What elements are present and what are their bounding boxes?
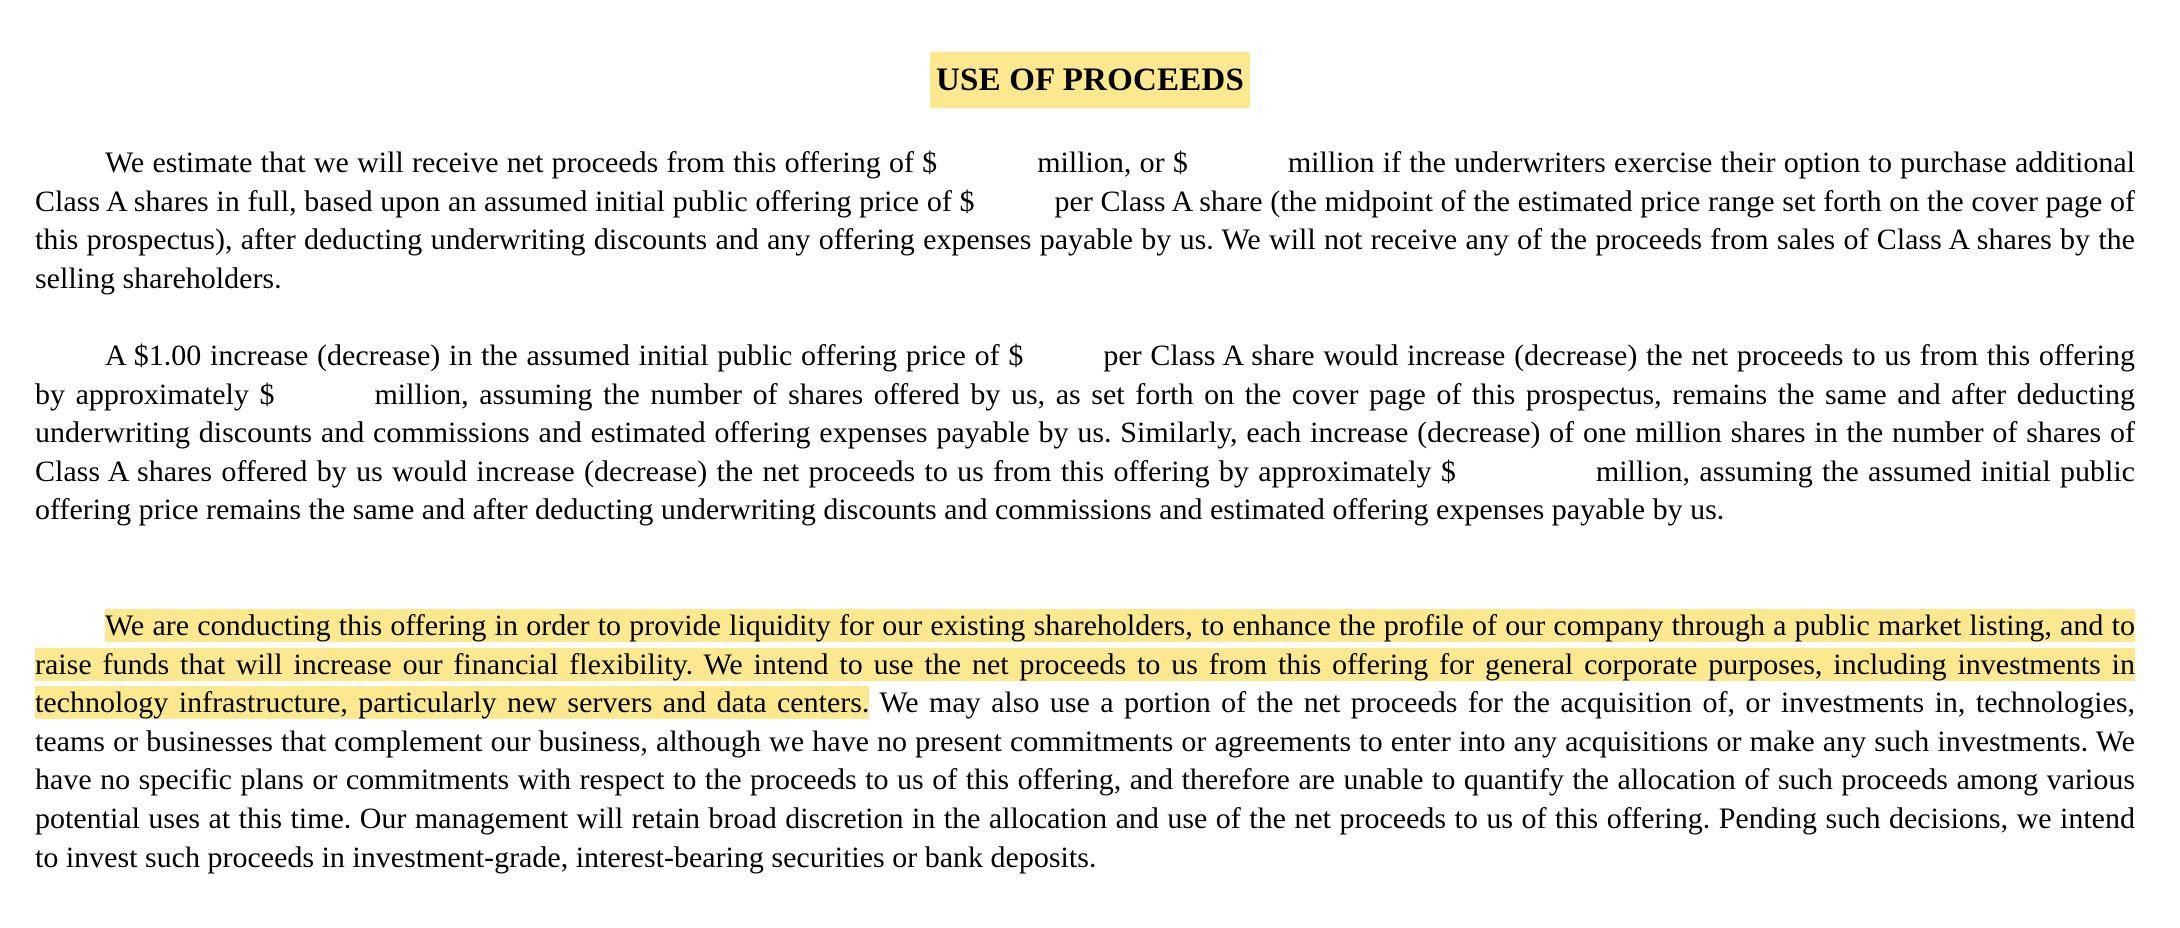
section-title: USE OF PROCEEDS (930, 52, 1250, 108)
p2-text-3: million, assuming the number of shares offered by us, as set forth on the cover page of this prospectus, remains the same and after deducting underwriting discounts and commissions and estimated offering expenses payable by us. Similarly, each increase (decrease) of one million shares in the number of shares of Class A shares offered by us would increase (decrease) the net proceeds to us from this offering by approximately $ (35, 377, 2135, 488)
paragraph-purpose (35, 607, 2135, 877)
p2-text-2: per Class A share would increase (decrease) the net proceeds to us from this offering by approximately $ (35, 339, 2135, 411)
paragraph-price-sensitivity (35, 337, 2135, 530)
p2-text-4: million, assuming the assumed initial public offering price remains the same and after deducting underwriting discounts and commissions and estimated offering expenses payable by us. (35, 454, 2136, 527)
p1-text-4: per Class A share (the midpoint of the estimated price range set forth on the cover page of this prospectus), after deducting underwriting discounts and any offering expenses payable by us. We will not receive any of the proceeds from sales of Class A shares by the selling shareholders. (35, 184, 2135, 295)
p3-remaining-text: We may also use a portion of the net proceeds for the acquisition of, or investments in, technologies, teams or businesses that complement our business, although we have no present commitments or agreements to enter into any acquisitions or make any such investments. We have no specific plans or commitments with respect to the proceeds to us of this offering, and therefore are unable to quantify the allocation of such proceeds among various potential uses at this time. Our management will retain broad discretion in the allocation and use of the net proceeds to us of this offering. Pending such decisions, we intend to invest such proceeds in investment-grade, interest-bearing securities or bank deposits. (35, 686, 2135, 874)
highlighted-purpose-text: We are conducting this offering in order to provide liquidity for our existing shareholders, to enhance the profile of our company through a public market listing, and to raise funds that will increase our financial flexibility. We intend to use the net proceeds to us from this offering for general corporate purposes, including investments in technology infrastructure, particularly new servers and data centers. (35, 609, 2135, 720)
p1-text-2: million, or $ (1037, 146, 1188, 179)
paragraph-net-proceeds (35, 144, 2135, 298)
p1-text-1: We estimate that we will receive net proceeds from this offering of $ (105, 146, 938, 179)
p1-text-3: million if the underwriters exercise their option to purchase additional Class A shares in full, based upon an assumed initial public offering price of $ (35, 146, 2135, 218)
p2-text-1: A $1.00 increase (decrease) in the assumed initial public offering price of $ (105, 339, 1024, 372)
title-container (0, 52, 2180, 108)
